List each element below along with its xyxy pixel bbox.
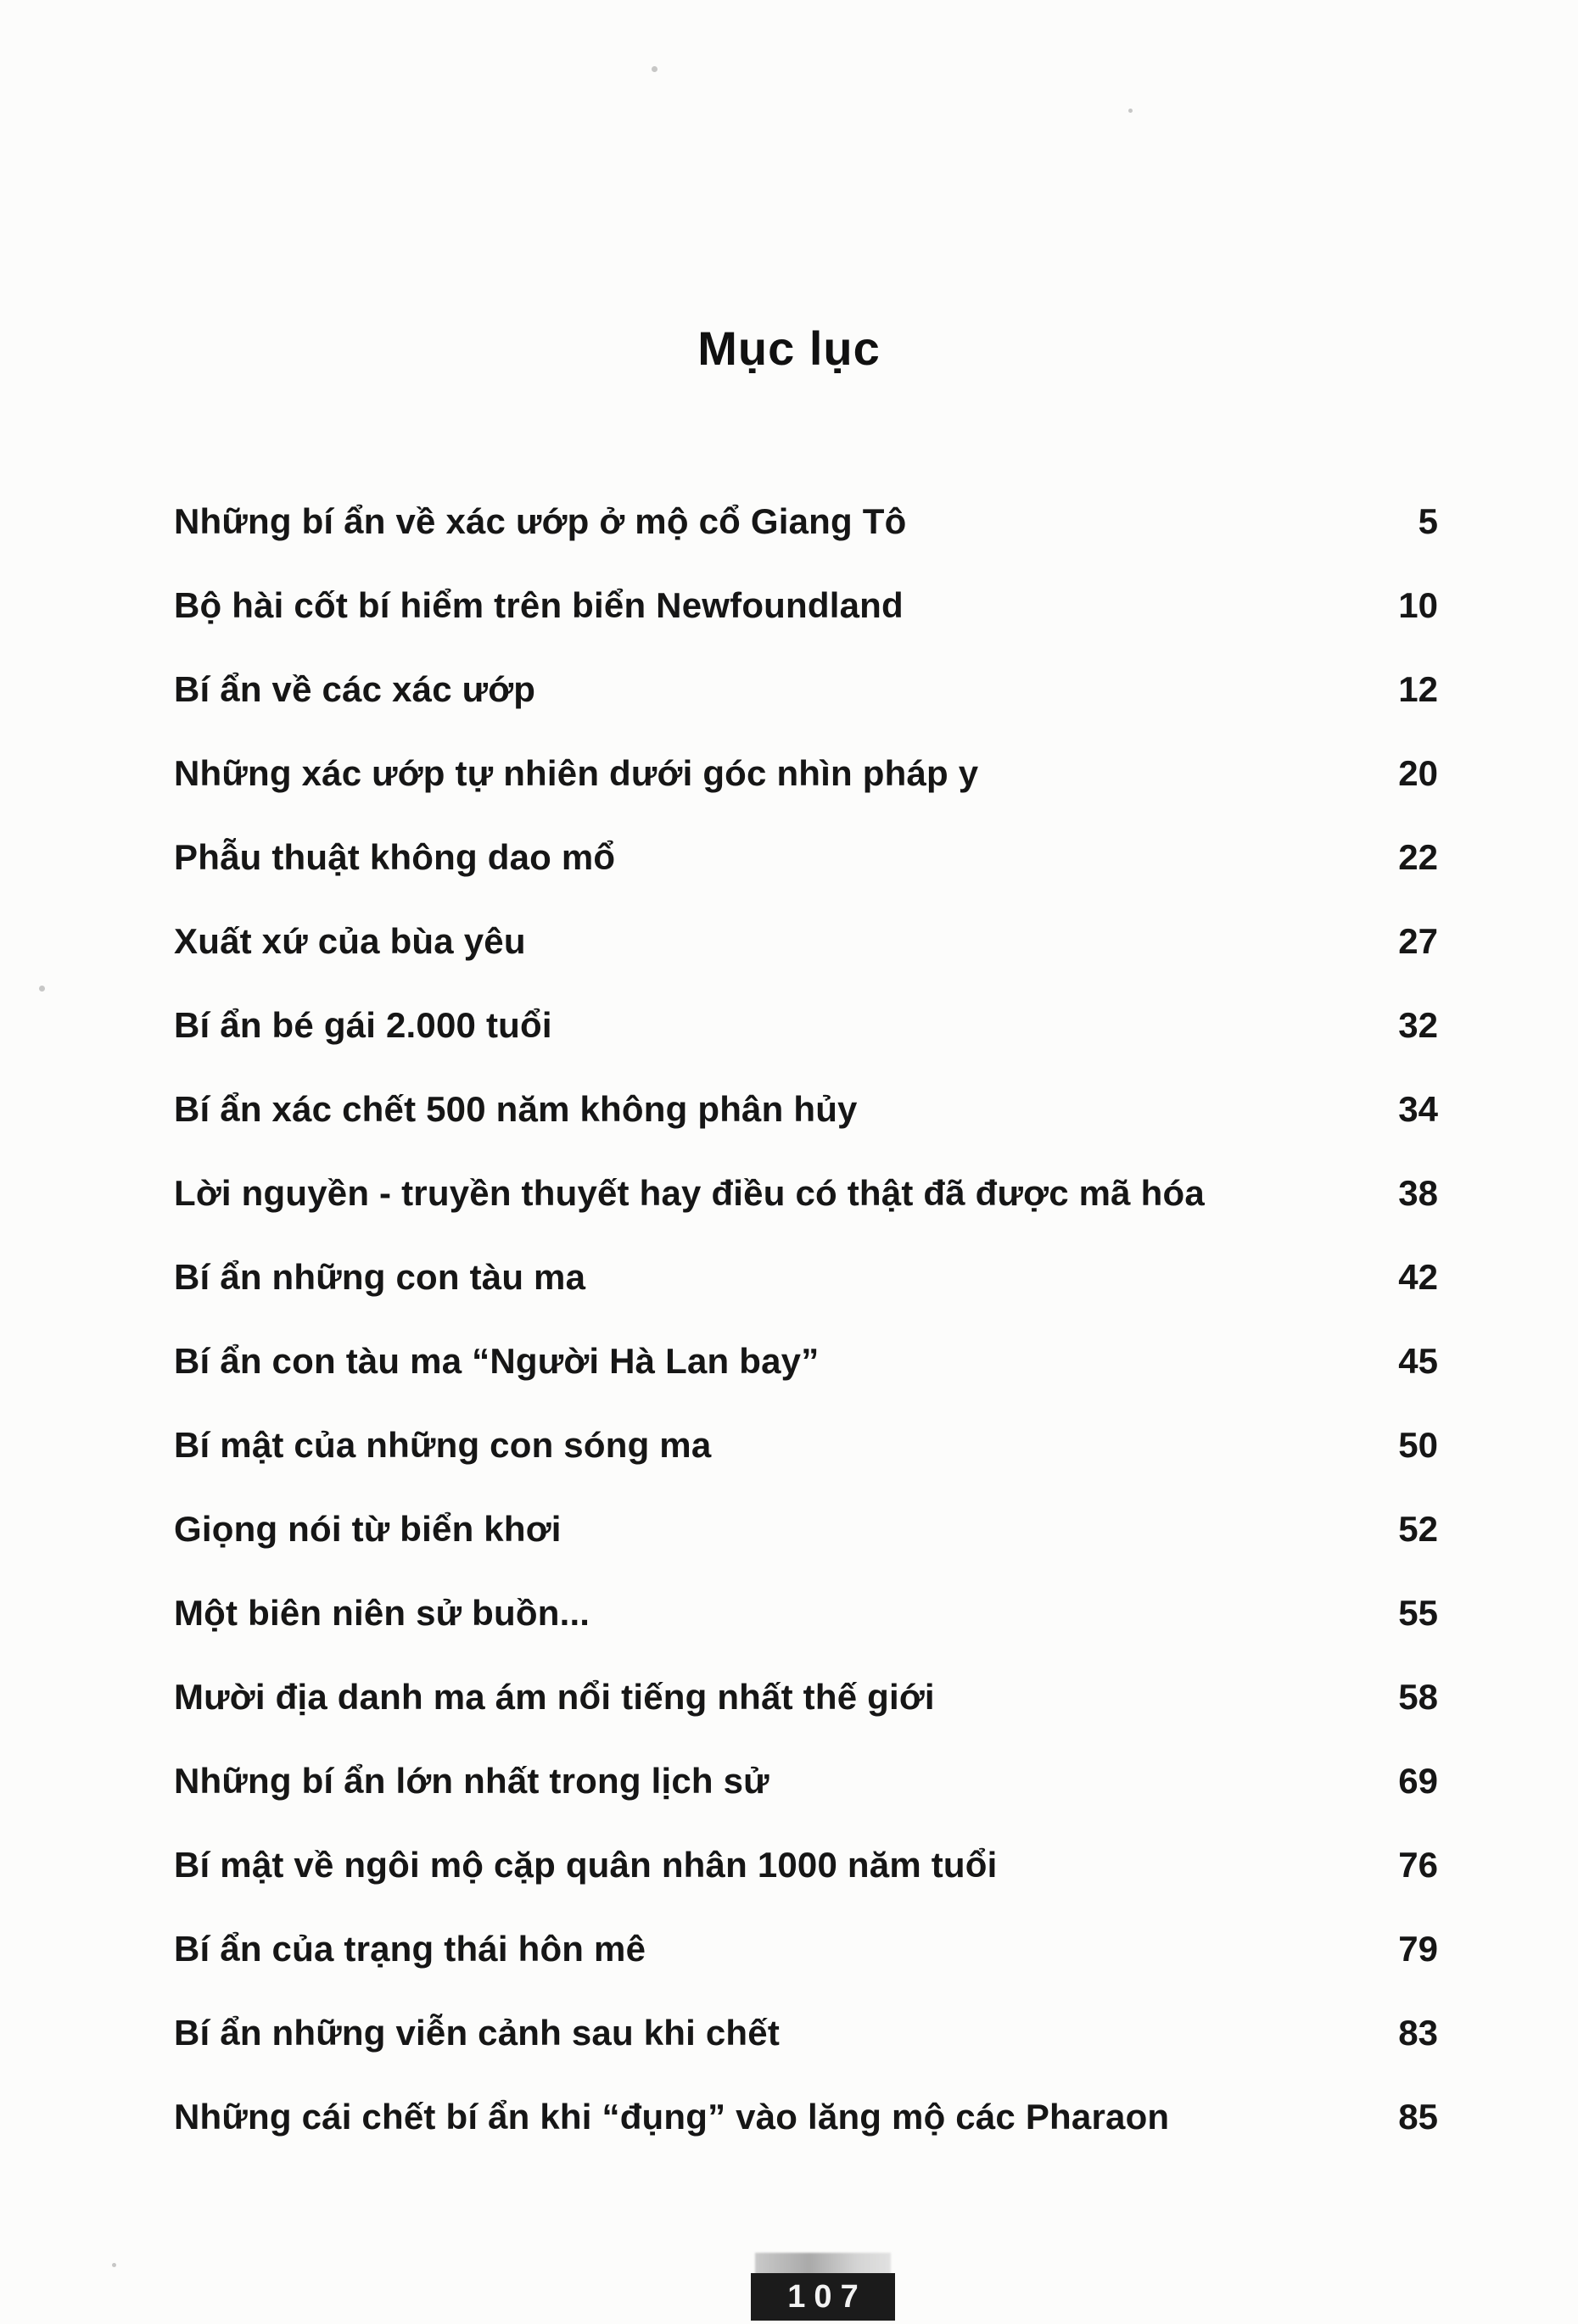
toc-entry-page: 79	[1398, 1928, 1438, 1969]
toc-entry	[174, 815, 1438, 899]
toc-entry-page: 20	[1398, 752, 1438, 793]
toc-entry	[174, 1571, 1438, 1655]
toc-entry-page: 42	[1398, 1256, 1438, 1297]
toc-entry-page: 83	[1398, 2012, 1438, 2053]
toc-entry-title: Những bí ẩn lớn nhất trong lịch sử	[174, 1760, 769, 1801]
toc-entry-title: Bí mật về ngôi mộ cặp quân nhân 1000 năm tuổi	[174, 1844, 998, 1885]
toc-entry-title: Phẫu thuật không dao mổ	[174, 836, 616, 877]
toc-entry-page: 52	[1398, 1508, 1438, 1549]
toc-entry-title: Giọng nói từ biển khơi	[174, 1508, 562, 1549]
toc-entry-title: Bí ẩn về các xác ướp	[174, 668, 536, 709]
toc-list	[174, 479, 1438, 2159]
toc-entry-title: Những xác ướp tự nhiên dưới góc nhìn pháp y	[174, 752, 979, 793]
toc-entry	[174, 1403, 1438, 1487]
toc-entry-page: 5	[1418, 500, 1438, 541]
toc-entry	[174, 1235, 1438, 1319]
toc-entry-title: Một biên niên sử buồn...	[174, 1592, 590, 1633]
toc-entry-title: Mười địa danh ma ám nổi tiếng nhất thế giới	[174, 1676, 935, 1717]
toc-entry-page: 85	[1398, 2096, 1438, 2137]
toc-entry-title: Bí ẩn con tàu ma “Người Hà Lan bay”	[174, 1340, 820, 1381]
toc-entry-page: 27	[1398, 920, 1438, 961]
page-footer	[0, 2248, 1578, 2324]
toc-entry	[174, 1151, 1438, 1235]
toc-entry-page: 58	[1398, 1676, 1438, 1717]
toc-entry-page: 55	[1398, 1592, 1438, 1633]
toc-entry-page: 38	[1398, 1172, 1438, 1213]
toc-entry	[174, 647, 1438, 731]
footer-smudge	[755, 2253, 891, 2275]
toc-entry-page: 12	[1398, 668, 1438, 709]
toc-entry-page: 10	[1398, 584, 1438, 625]
toc-entry	[174, 899, 1438, 983]
toc-entry-page: 76	[1398, 1844, 1438, 1885]
toc-entry-title: Bí ẩn của trạng thái hôn mê	[174, 1928, 646, 1969]
toc-entry-page: 34	[1398, 1088, 1438, 1129]
toc-entry-title: Những bí ẩn về xác ướp ở mộ cổ Giang Tô	[174, 500, 907, 541]
toc-entry-title: Bí ẩn bé gái 2.000 tuổi	[174, 1004, 552, 1045]
toc-entry-page: 22	[1398, 836, 1438, 877]
page-title: Mục lục	[697, 321, 881, 375]
toc-entry	[174, 1823, 1438, 1907]
scan-noise-dot	[1128, 109, 1133, 113]
toc-entry	[174, 983, 1438, 1067]
toc-entry-title: Những cái chết bí ẩn khi “đụng” vào lăng mộ các Pharaon	[174, 2096, 1170, 2137]
toc-entry	[174, 1655, 1438, 1739]
toc-entry-title: Bí ẩn những con tàu ma	[174, 1256, 586, 1297]
toc-entry	[174, 563, 1438, 647]
toc-entry-title: Bí ẩn những viễn cảnh sau khi chết	[174, 2012, 781, 2053]
scan-noise-dot	[39, 986, 45, 992]
page-number-badge: 107	[751, 2273, 895, 2321]
toc-entry-title: Xuất xứ của bùa yêu	[174, 920, 526, 961]
toc-entry	[174, 1319, 1438, 1403]
toc-entry-page: 45	[1398, 1340, 1438, 1381]
toc-entry-title: Bộ hài cốt bí hiểm trên biển Newfoundland	[174, 584, 904, 625]
toc-entry	[174, 1907, 1438, 1991]
toc-entry-page: 50	[1398, 1424, 1438, 1465]
toc-entry-page: 69	[1398, 1760, 1438, 1801]
toc-entry	[174, 1487, 1438, 1571]
toc-entry	[174, 2075, 1438, 2159]
scan-noise-dot	[652, 66, 658, 72]
toc-entry-page: 32	[1398, 1004, 1438, 1045]
toc-entry	[174, 1067, 1438, 1151]
toc-entry-title: Bí mật của những con sóng ma	[174, 1424, 712, 1465]
toc-entry	[174, 479, 1438, 563]
toc-entry	[174, 1991, 1438, 2075]
toc-entry-title: Bí ẩn xác chết 500 năm không phân hủy	[174, 1088, 858, 1129]
toc-entry	[174, 731, 1438, 815]
toc-entry	[174, 1739, 1438, 1823]
toc-entry-title: Lời nguyền - truyền thuyết hay điều có thật đã được mã hóa	[174, 1172, 1205, 1213]
